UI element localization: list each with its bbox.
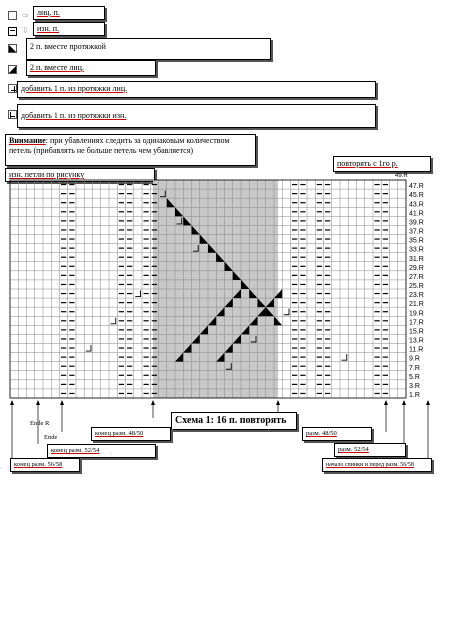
ende-label-2: Ende [44, 434, 58, 441]
increase-mark [135, 291, 140, 297]
row-label-49: 49.R [395, 173, 408, 179]
row-label: 39.R [409, 219, 424, 227]
arrow-head [10, 400, 14, 405]
row-label: 23.R [409, 292, 424, 300]
end-size-48-label: конец разм. 48/50 [91, 427, 171, 441]
row-label: 11.R [409, 346, 424, 354]
arrow-head [36, 400, 40, 405]
row-label: 21.R [409, 301, 424, 309]
end-size-56-label: конец разм. 56/58 [10, 458, 80, 472]
purl-note: изн. петли по рисунку [5, 168, 155, 182]
size-52-label: разм. 52/54 [334, 443, 406, 457]
legend-item-purl: изн. п. [33, 22, 105, 36]
row-label: 3.R [409, 382, 420, 390]
row-label: 45.R [409, 192, 424, 200]
row-labels [409, 183, 424, 399]
row-label: 27.R [409, 273, 424, 281]
row-label: 47.R [409, 183, 424, 191]
row-label: 17.R [409, 319, 424, 327]
row-label: 43.R [409, 201, 424, 209]
legend-item-dec-right: 2 п. вместе лиц. [26, 60, 156, 76]
row-label: 25.R [409, 283, 424, 290]
end-size-52-label: конец разм. 52/54 [47, 444, 156, 458]
increase-mark [86, 345, 91, 351]
row-label: 5.R [409, 373, 420, 381]
row-label: 19.R [409, 310, 424, 318]
increase-mark [342, 354, 347, 360]
row-label: 13.R [409, 337, 424, 345]
legend-item-inc-purl: добавить 1 п. из протяжки изн. [17, 104, 376, 128]
row-label: 33.R [409, 246, 424, 254]
size-48-label: разм. 48/50 [302, 427, 372, 441]
scheme-title: Схема 1: 16 п. повторять [171, 412, 297, 430]
row-label: 31.R [409, 255, 424, 263]
start-size-56-label: начало спинки и перед разм. 56/58 [322, 458, 432, 472]
row-label: 7.R [409, 364, 420, 372]
row-label: 41.R [409, 210, 424, 218]
arrow-head [426, 400, 430, 405]
row-label: 1.R [409, 392, 420, 399]
arrow-head [60, 400, 64, 405]
row-label: 29.R [409, 264, 424, 272]
arrow-head [276, 400, 280, 405]
row-label: 9.R [409, 355, 420, 363]
row-label: 15.R [409, 328, 424, 336]
legend-item-inc-knit: добавить 1 п. из протяжки лиц. [17, 81, 376, 98]
increase-mark [284, 309, 289, 315]
increase-mark [111, 318, 116, 324]
arrow-head [151, 400, 155, 405]
warning-note: Внимание: при убавлениях следить за одинаковым количеством петель (прибавлять не больше петель чем убавляется) [5, 134, 256, 166]
row-label: 37.R [409, 228, 424, 236]
repeat-note: повторять с 1го р. [333, 156, 431, 172]
chart-grid [10, 180, 406, 398]
arrow-head [384, 400, 388, 405]
row-label: 35.R [409, 237, 424, 245]
ende-label: Ende R [30, 420, 50, 427]
legend-item-knit: лиц. п. [33, 6, 105, 20]
arrow-head [402, 400, 406, 405]
legend-item-dec-left: 2 п. вместе протяжкой [26, 38, 271, 60]
